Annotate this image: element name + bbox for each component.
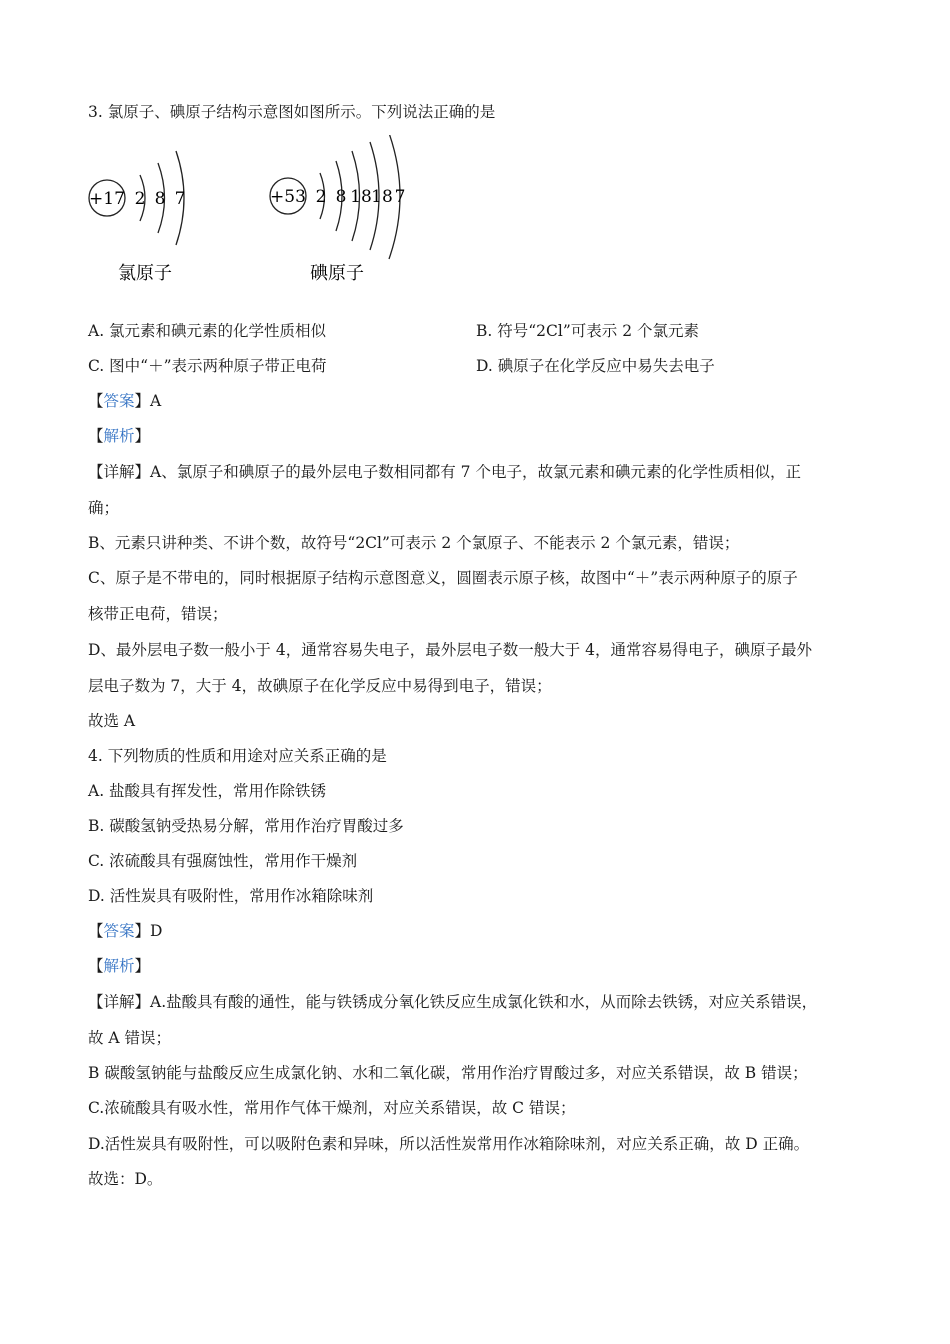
chlorine-atom-diagram: [89, 151, 185, 284]
q4-detail-line-5: D.活性炭具有吸附性，可以吸附色素和异味，所以活性炭常用作冰箱除味剂，对应关系正确，故 D 正确。: [88, 1135, 810, 1153]
answer-value: D: [150, 922, 163, 940]
q3-detail-line-5: 核带正电荷，错误；: [88, 605, 228, 623]
q3-detail-line-6: D、最外层电子数一般小于 4，通常容易失电子，最外层电子数一般大于 4，通常容易得电子，碘原子最外: [88, 641, 813, 659]
q3-answer: 【答案】A: [88, 392, 162, 410]
q4-detail-line-3: B 碳酸氢钠能与盐酸反应生成氯化钠、水和二氧化碳，常用作治疗胃酸过多，对应关系错误，故 B 错误；: [88, 1064, 808, 1082]
i-shell-count-5: 7: [394, 187, 406, 207]
i-nucleus-label: +53: [270, 187, 306, 207]
answer-tag: 答案: [103, 922, 135, 940]
atom-structure-diagram: [80, 135, 440, 295]
q4-detail-line-1: 【详解】A.盐酸具有酸的通性，能与铁锈成分氧化铁反应生成氯化铁和水，从而除去铁锈，对应关系错误，: [88, 993, 818, 1011]
i-shell-count-2: 8: [335, 187, 347, 207]
q4-option-a: A. 盐酸具有挥发性，常用作除铁锈: [88, 782, 327, 800]
answer-value: A: [150, 392, 162, 410]
q3-detail-line-2: 确；: [88, 499, 120, 517]
q4-detail-line-4: C.浓硫酸具有吸水性，常用作气体干燥剂，对应关系错误，故 C 错误；: [88, 1099, 576, 1117]
detail-tag: 详解: [103, 993, 135, 1011]
q3-option-d: D. 碘原子在化学反应中易失去电子: [476, 357, 715, 375]
answer-tag: 答案: [103, 392, 135, 410]
q3-option-b: B. 符号“2Cl”可表示 2 个氯元素: [476, 322, 699, 340]
q4-conclusion: 故选：D。: [88, 1170, 163, 1188]
q3-detail-line-7: 层电子数为 7，大于 4，故碘原子在化学反应中易得到电子，错误；: [88, 677, 552, 695]
q4-option-c: C. 浓硫酸具有强腐蚀性，常用作干燥剂: [88, 852, 358, 870]
analysis-tag: 解析: [103, 427, 135, 445]
i-shell-count-3: 18: [350, 187, 372, 207]
iodine-atom-diagram: [270, 135, 405, 284]
q3-analysis-heading: 【解析】: [88, 427, 151, 445]
q4-detail-line-2: 故 A 错误；: [88, 1029, 172, 1047]
q3-stem: 3. 氯原子、碘原子结构示意图如图所示。下列说法正确的是: [88, 103, 496, 121]
q4-stem: 4. 下列物质的性质和用途对应关系正确的是: [88, 747, 387, 765]
cl-nucleus-label: +17: [89, 189, 125, 209]
cl-shell-count-2: 8: [154, 189, 166, 209]
q4-option-d: D. 活性炭具有吸附性，常用作冰箱除味剂: [88, 887, 374, 905]
q3-detail-line-4: C、原子是不带电的，同时根据原子结构示意图意义，圆圈表示原子核，故图中“＋”表示两种原子的原子: [88, 569, 798, 587]
q3-option-c: C. 图中“＋”表示两种原子带正电荷: [88, 357, 327, 375]
cl-shell-count-1: 2: [134, 189, 146, 209]
cl-atom-caption: 氯原子: [118, 263, 172, 284]
q4-answer: 【答案】D: [88, 922, 163, 940]
q3-option-a: A. 氯元素和碘元素的化学性质相似: [88, 322, 327, 340]
i-atom-caption: 碘原子: [310, 263, 364, 284]
i-shell-count-4: 18: [371, 187, 393, 207]
analysis-tag: 解析: [103, 957, 135, 975]
cl-shell-count-3: 7: [174, 189, 186, 209]
q4-option-b: B. 碳酸氢钠受热易分解，常用作治疗胃酸过多: [88, 817, 404, 835]
q3-conclusion: 故选 A: [88, 712, 136, 730]
i-shell-count-1: 2: [315, 187, 327, 207]
q4-analysis-heading: 【解析】: [88, 957, 151, 975]
q3-detail-line-1: 【详解】A、氯原子和碘原子的最外层电子数相同都有 7 个电子，故氯元素和碘元素的化学性质相似，正: [88, 463, 801, 481]
atom-diagrams-svg: [80, 135, 440, 295]
detail-tag: 详解: [103, 463, 135, 481]
q3-detail-line-3: B、元素只讲种类、不讲个数，故符号“2Cl”可表示 2 个氯原子、不能表示 2 个氯元素，错误；: [88, 534, 740, 552]
